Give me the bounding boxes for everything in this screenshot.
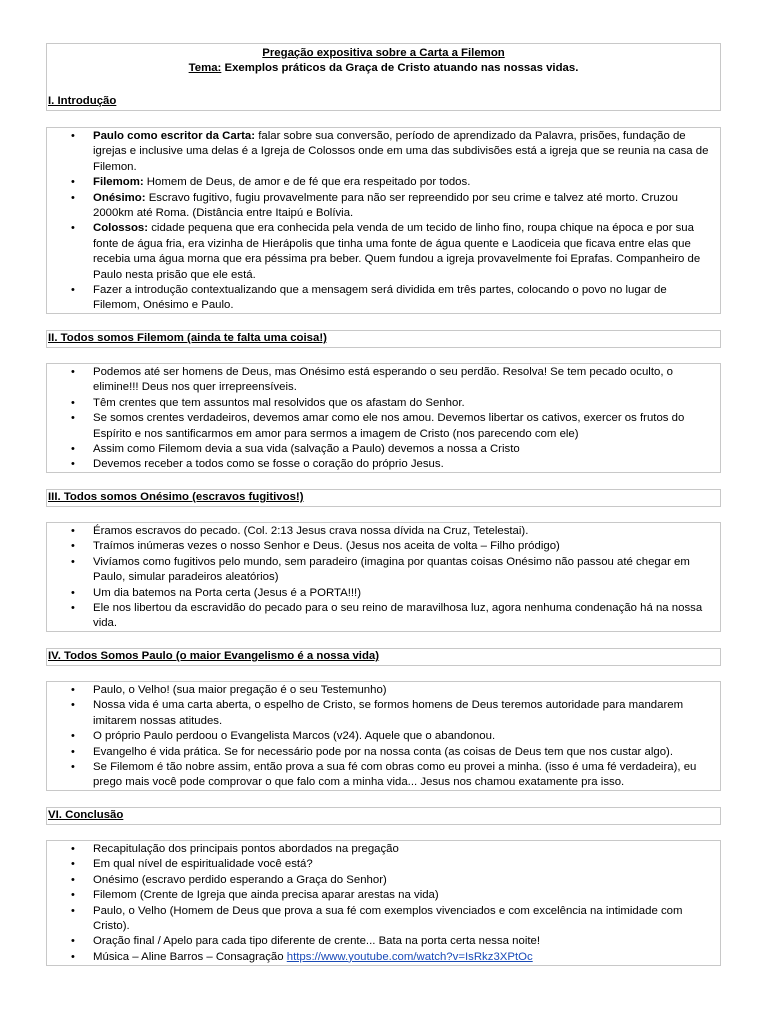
onesimo-list-box <box>46 522 721 632</box>
bullet-icon: • <box>71 873 75 886</box>
filemom-item-text: Se somos crentes verdadeiros, devemos amar como ele nos amou. Devemos libertar os cativos, exercer os frutos do Espírito e nos santificarmos em amor para sermos a imagem de Cristo (nos parecendo com ele) <box>93 412 685 440</box>
bullet-icon: • <box>71 935 75 948</box>
intro-list <box>47 129 720 314</box>
bullet-icon: • <box>71 761 75 774</box>
conclusao-item-text: Paulo, o Velho (Homem de Deus que prova a sua fé com exemplos vivenciados e com excelência na intimidade com Cristo). <box>93 904 683 933</box>
list-item <box>47 283 720 314</box>
conclusao-item-text: Oração final / Apelo para cada tipo diferente de crente... Bata na porta certa nessa noite! <box>93 935 541 948</box>
intro-item-text: Escravo fugitivo, fugiu provavelmente para não ser repreendido por seu crime e talvez até morto. Cruzou 2000km até Roma. (Distância entre Itaipú e Bolívia. <box>93 191 679 220</box>
conclusao-list-box <box>46 840 721 966</box>
list-item <box>47 842 720 857</box>
list-item <box>47 457 720 472</box>
list-item <box>47 396 720 411</box>
list-item <box>47 411 720 442</box>
section-title-onesimo: III. Todos somos Onésimo (escravos fugitivos!) <box>48 491 304 503</box>
list-item <box>47 539 720 554</box>
onesimo-item-text: Traímos inúmeras vezes o nosso Senhor e Deus. (Jesus nos aceita de volta – Filho pródigo) <box>93 540 560 553</box>
conclusao-item-text: Recapitulação dos principais pontos abordados na pregação <box>93 843 399 855</box>
paulo-item-text: Nossa vida é uma carta aberta, o espelho de Cristo, se formos homens de Deus teremos autoridade para mandarem imitarem nossas atitudes. <box>93 699 684 727</box>
list-item <box>47 698 720 729</box>
bullet-icon: • <box>71 130 75 142</box>
bullet-icon: • <box>71 396 75 409</box>
intro-item-text: cidade pequena que era conhecida pela venda de um tecido de linho fino, roupa chique na época e por sua fonte de água fria, era vizinha de Hierápolis que tinha uma fonte de água quente e Laodiceia que ficava entre elas que recebia uma água morna que era péssima pra beber. Quem fundou a igreja provavelmente foi Eprafas. Companheiro de Paulo nesta prisão que ele está. <box>93 222 701 281</box>
filemom-item-text: Assim como Filemom devia a sua vida (salvação a Paulo) devemos a nossa a Cristo <box>93 443 520 456</box>
music-text: Música – Aline Barros – Consagração <box>93 950 287 963</box>
section-title-paulo: IV. Todos Somos Paulo (o maior Evangelismo é a nossa vida) <box>48 650 380 662</box>
intro-item-label: Colossos: <box>93 222 149 235</box>
youtube-link[interactable]: https://www.youtube.com/watch?v=IsRkz3XPtOc <box>286 950 533 963</box>
conclusao-item-text: Filemom (Crente de Igreja que ainda precisa aparar arestas na vida) <box>93 889 439 902</box>
intro-list-box <box>46 127 721 314</box>
bullet-icon: • <box>71 366 75 378</box>
list-item <box>47 760 720 791</box>
list-item <box>47 904 720 935</box>
list-item <box>47 601 720 632</box>
paulo-item-text: Evangelho é vida prática. Se for necessário pode por na nossa conta (as coisas de Deus tem que nos custar algo). <box>93 745 673 758</box>
bullet-icon: • <box>71 730 75 743</box>
paulo-item-text: Paulo, o Velho! (sua maior pregação é o seu Testemunho) <box>93 684 387 696</box>
onesimo-item-text: Ele nos libertou da escravidão do pecado para o seu reino de maravilhosa luz, agora nenhuma condenação há na nossa vida. <box>93 602 703 630</box>
bullet-icon: • <box>71 412 75 425</box>
bullet-icon: • <box>71 191 75 204</box>
onesimo-item-text: Éramos escravos do pecado. (Col. 2:13 Jesus crava nossa dívida na Cruz, Tetelestai). <box>93 525 529 537</box>
bullet-icon: • <box>71 889 75 902</box>
paulo-item-text: O próprio Paulo perdoou o Evangelista Marcos (v24). Aquele que o abandonou. <box>93 730 496 743</box>
bullet-icon: • <box>71 458 75 471</box>
filemom-item-text: Devemos receber a todos como se fosse o coração do próprio Jesus. <box>93 458 444 471</box>
document-title: Pregação expositiva sobre a Carta a Filemon <box>262 47 505 59</box>
list-item <box>47 950 720 965</box>
bullet-icon: • <box>71 525 75 537</box>
filemom-list-box <box>46 363 721 473</box>
bullet-icon: • <box>71 950 75 963</box>
list-item <box>47 934 720 949</box>
list-item <box>47 524 720 539</box>
onesimo-list <box>47 524 720 632</box>
bullet-icon: • <box>71 699 75 712</box>
intro-item-label: Filemom: <box>93 176 144 189</box>
bullet-icon: • <box>71 843 75 855</box>
list-item <box>47 888 720 903</box>
bullet-icon: • <box>71 443 75 456</box>
document-theme: Tema: Exemplos práticos da Graça de Cristo atuando nas nossas vidas. <box>188 62 579 75</box>
list-item <box>47 745 720 760</box>
bullet-icon: • <box>71 602 75 615</box>
intro-item-text: falar sobre sua conversão, período de aprendizado da Palavra, prisões, fundação de igrejas e inclusive uma delas é a Igreja de Colossos onde em uma das subdivisões está a igreja que se reunia na casa de Filemon. <box>93 130 709 173</box>
section-title-filemom: II. Todos somos Filemom (ainda te falta uma coisa!) <box>48 332 327 344</box>
conclusao-item-text: Em qual nível de espiritualidade você está? <box>93 858 313 871</box>
section-title-conclusao: VI. Conclusão <box>48 809 124 821</box>
bullet-icon: • <box>71 904 75 917</box>
list-item <box>47 555 720 586</box>
bullet-icon: • <box>71 555 75 568</box>
list-item <box>47 129 720 175</box>
list-item <box>47 221 720 283</box>
paulo-item-text: Se Filemom é tão nobre assim, então prova a sua fé com obras como eu provei a minha. (isso é uma fé verdadeira), eu prego mais você pode comprovar o que falo com a minha vida... Jesus nos chamou exatamente pra isso. <box>93 761 697 789</box>
header-box <box>46 43 721 111</box>
bullet-icon: • <box>71 745 75 758</box>
list-item <box>47 857 720 872</box>
section-title-intro: I. Introdução <box>48 95 117 107</box>
list-item <box>47 175 720 190</box>
list-item <box>47 191 720 222</box>
onesimo-item-text: Um dia batemos na Porta certa (Jesus é a PORTA!!!) <box>93 586 361 599</box>
paulo-list <box>47 683 720 791</box>
list-item <box>47 873 720 888</box>
intro-item-label: Onésimo: <box>93 191 146 204</box>
intro-item-text: Fazer a introdução contextualizando que a mensagem será dividida em três partes, colocando o povo no lugar de Filemom, Onésimo e Paulo. <box>93 284 667 312</box>
bullet-icon: • <box>71 176 75 189</box>
bullet-icon: • <box>71 858 75 871</box>
filemom-list <box>47 365 720 473</box>
list-item <box>47 586 720 601</box>
list-item <box>47 683 720 698</box>
paulo-list-box <box>46 681 721 791</box>
onesimo-item-text: Vivíamos como fugitivos pelo mundo, sem paradeiro (imagina por quantas coisas Onésimo não passou até chegar em Paulo, simular paradeiros aleatórios) <box>93 555 690 584</box>
filemom-item-text: Têm crentes que tem assuntos mal resolvidos que os afastam do Senhor. <box>93 396 465 409</box>
intro-item-label: Paulo como escritor da Carta: <box>93 130 256 142</box>
filemom-item-text: Podemos até ser homens de Deus, mas Onésimo está esperando o seu perdão. Resolva! Se tem pecado oculto, o elimine!!! Deus nos quer irrepreensíveis. <box>93 366 673 394</box>
bullet-icon: • <box>71 684 75 696</box>
conclusao-list <box>47 842 720 965</box>
list-item <box>47 442 720 457</box>
conclusao-item-text: Onésimo (escravo perdido esperando a Graça do Senhor) <box>93 873 387 886</box>
bullet-icon: • <box>71 586 75 599</box>
bullet-icon: • <box>71 222 75 235</box>
bullet-icon: • <box>71 540 75 553</box>
list-item <box>47 729 720 744</box>
section-conclusao-header <box>46 807 721 825</box>
list-item <box>47 365 720 396</box>
intro-item-text: Homem de Deus, de amor e de fé que era respeitado por todos. <box>143 176 471 189</box>
bullet-icon: • <box>71 284 75 297</box>
